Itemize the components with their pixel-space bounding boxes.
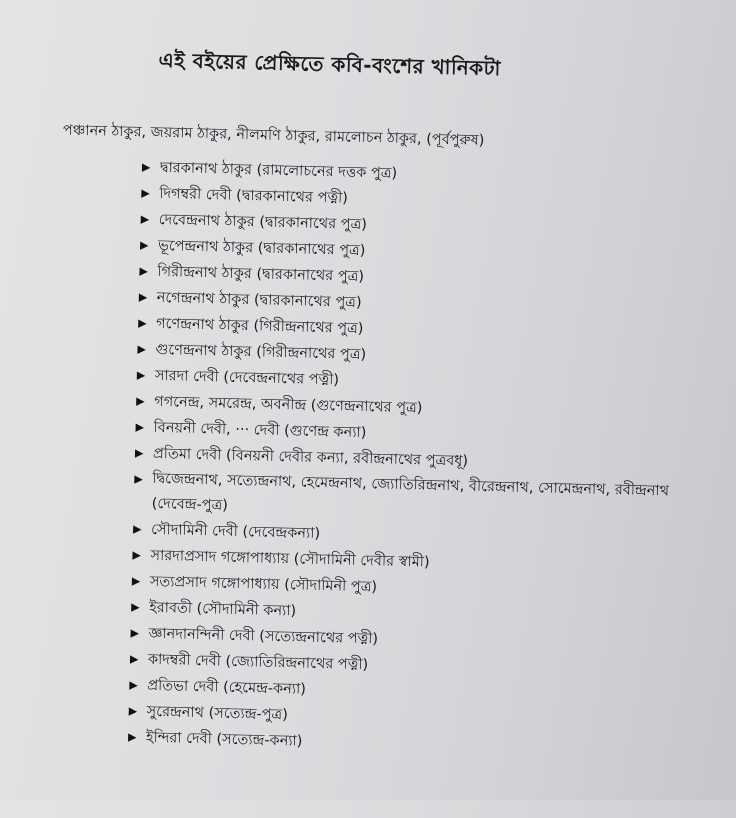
triangle-bullet-icon: ▶ [129,652,139,666]
triangle-bullet-icon: ▶ [132,522,142,536]
triangle-bullet-icon: ▶ [140,212,150,226]
list-item-text: নগেন্দ্রনাথ ঠাকুর (দ্বারকানাথের পুত্র) [156,289,362,311]
list-item-text: দ্বিজেন্দ্রনাথ, সত্যেন্দ্রনাথ, হেমেন্দ্রনাথ, জ্যোতিরিন্দ্রনাথ, বীরেন্দ্রনাথ, সোমেন্দ্রনাথ, রবীন্দ্রনাথ (দেবেন্দ্র-পুত্র) [151,470,670,514]
list-item-text: ভূপেন্দ্রনাথ ঠাকুর (দ্বারকানাথের পুত্র) [157,237,366,259]
triangle-bullet-icon: ▶ [128,704,138,718]
list-item-text: গিরীন্দ্রনাথ ঠাকুর (দ্বারকানাথের পুত্র) [157,263,365,285]
list-item-text: দ্বারকানাথ ঠাকুর (রামলোচনের দত্তক পুত্র) [159,159,398,182]
list-item-text: প্রতিমা দেবী (বিনয়নী দেবীর কন্যা, রবীন্দ্রনাথের পুত্রবধূ) [152,445,469,470]
list-item-text: ইরাবতী (সৌদামিনী কন্যা) [148,599,297,620]
triangle-bullet-icon: ▶ [131,600,140,614]
list-item-text: সুরেন্দ্রনাথ (সত্যেন্দ্র-পুত্র) [146,703,289,724]
triangle-bullet-icon: ▶ [136,368,146,382]
list-item-text: সারদা দেবী (দেবেন্দ্রনাথের পত্নী) [154,367,340,389]
list-item-text: গুণেন্দ্রনাথ ঠাকুর (গিরীন্দ্রনাথের পুত্র) [155,341,367,364]
triangle-bullet-icon: ▶ [137,342,147,356]
list-item-text: সারদাপ্রসাদ গঙ্গোপাধ্যায় (সৌদামিনী দেবীর স্বামী) [150,547,430,571]
triangle-bullet-icon: ▶ [131,574,141,588]
page-title: এই বইয়ের প্রেক্ষিতে কবি-বংশের খানিকটা [158,47,502,81]
ancestors-line: পঞ্চানন ঠাকুর, জয়রাম ঠাকুর, নীলমণি ঠাকুর, রামলোচন ঠাকুর, (পূর্বপুরুষ) [62,122,485,149]
list-item-text: বিনয়নী দেবী, ··· দেবী (গুণেন্দ্র কন্যা) [153,419,367,442]
list-item-text: সত্যপ্রসাদ গঙ্গোপাধ্যায় (সৌদামিনী পুত্র) [149,573,378,596]
list-item-text: কাদম্বরী দেবী (জ্যোতিরিন্দ্রনাথের পত্নী) [147,651,369,674]
triangle-bullet-icon: ▶ [134,446,144,460]
triangle-bullet-icon: ▶ [127,730,137,744]
triangle-bullet-icon: ▶ [136,394,145,408]
triangle-bullet-icon: ▶ [134,472,143,486]
triangle-bullet-icon: ▶ [129,678,138,692]
family-member-list [128,155,682,764]
list-item-text: গগনেন্দ্র, সমরেন্দ্র, অবনীন্দ্র (গুণেন্দ্রনাথের পুত্র) [154,393,423,417]
triangle-bullet-icon: ▶ [132,548,142,562]
triangle-bullet-icon: ▶ [137,316,147,330]
list-item-text: গণেন্দ্রনাথ ঠাকুর (গিরীন্দ্রনাথের পুত্র) [155,315,364,337]
list-item-text: দেবেন্দ্রনাথ ঠাকুর (দ্বারকানাথের পুত্র) [158,211,368,234]
triangle-bullet-icon: ▶ [141,160,151,174]
list-item-text: জ্ঞানদানন্দিনী দেবী (সত্যেন্দ্রনাথের পত্নী) [148,625,379,648]
list-item-text: ইন্দিরা দেবী (সত্যেন্দ্র-কন্যা) [145,729,303,750]
list-item-text: সৌদামিনী দেবী (দেবেন্দ্রকন্যা) [150,521,321,542]
triangle-bullet-icon: ▶ [139,238,149,252]
triangle-bullet-icon: ▶ [139,264,149,278]
triangle-bullet-icon: ▶ [135,420,145,434]
triangle-bullet-icon: ▶ [138,290,148,304]
triangle-bullet-icon: ▶ [130,626,140,640]
list-item-text: দিগম্বরী দেবী (দ্বারকানাথের পত্নী) [159,185,349,207]
list-item-text: প্রতিভা দেবী (হেমেন্দ্র-কন্যা) [147,677,307,698]
triangle-bullet-icon: ▶ [141,186,150,200]
